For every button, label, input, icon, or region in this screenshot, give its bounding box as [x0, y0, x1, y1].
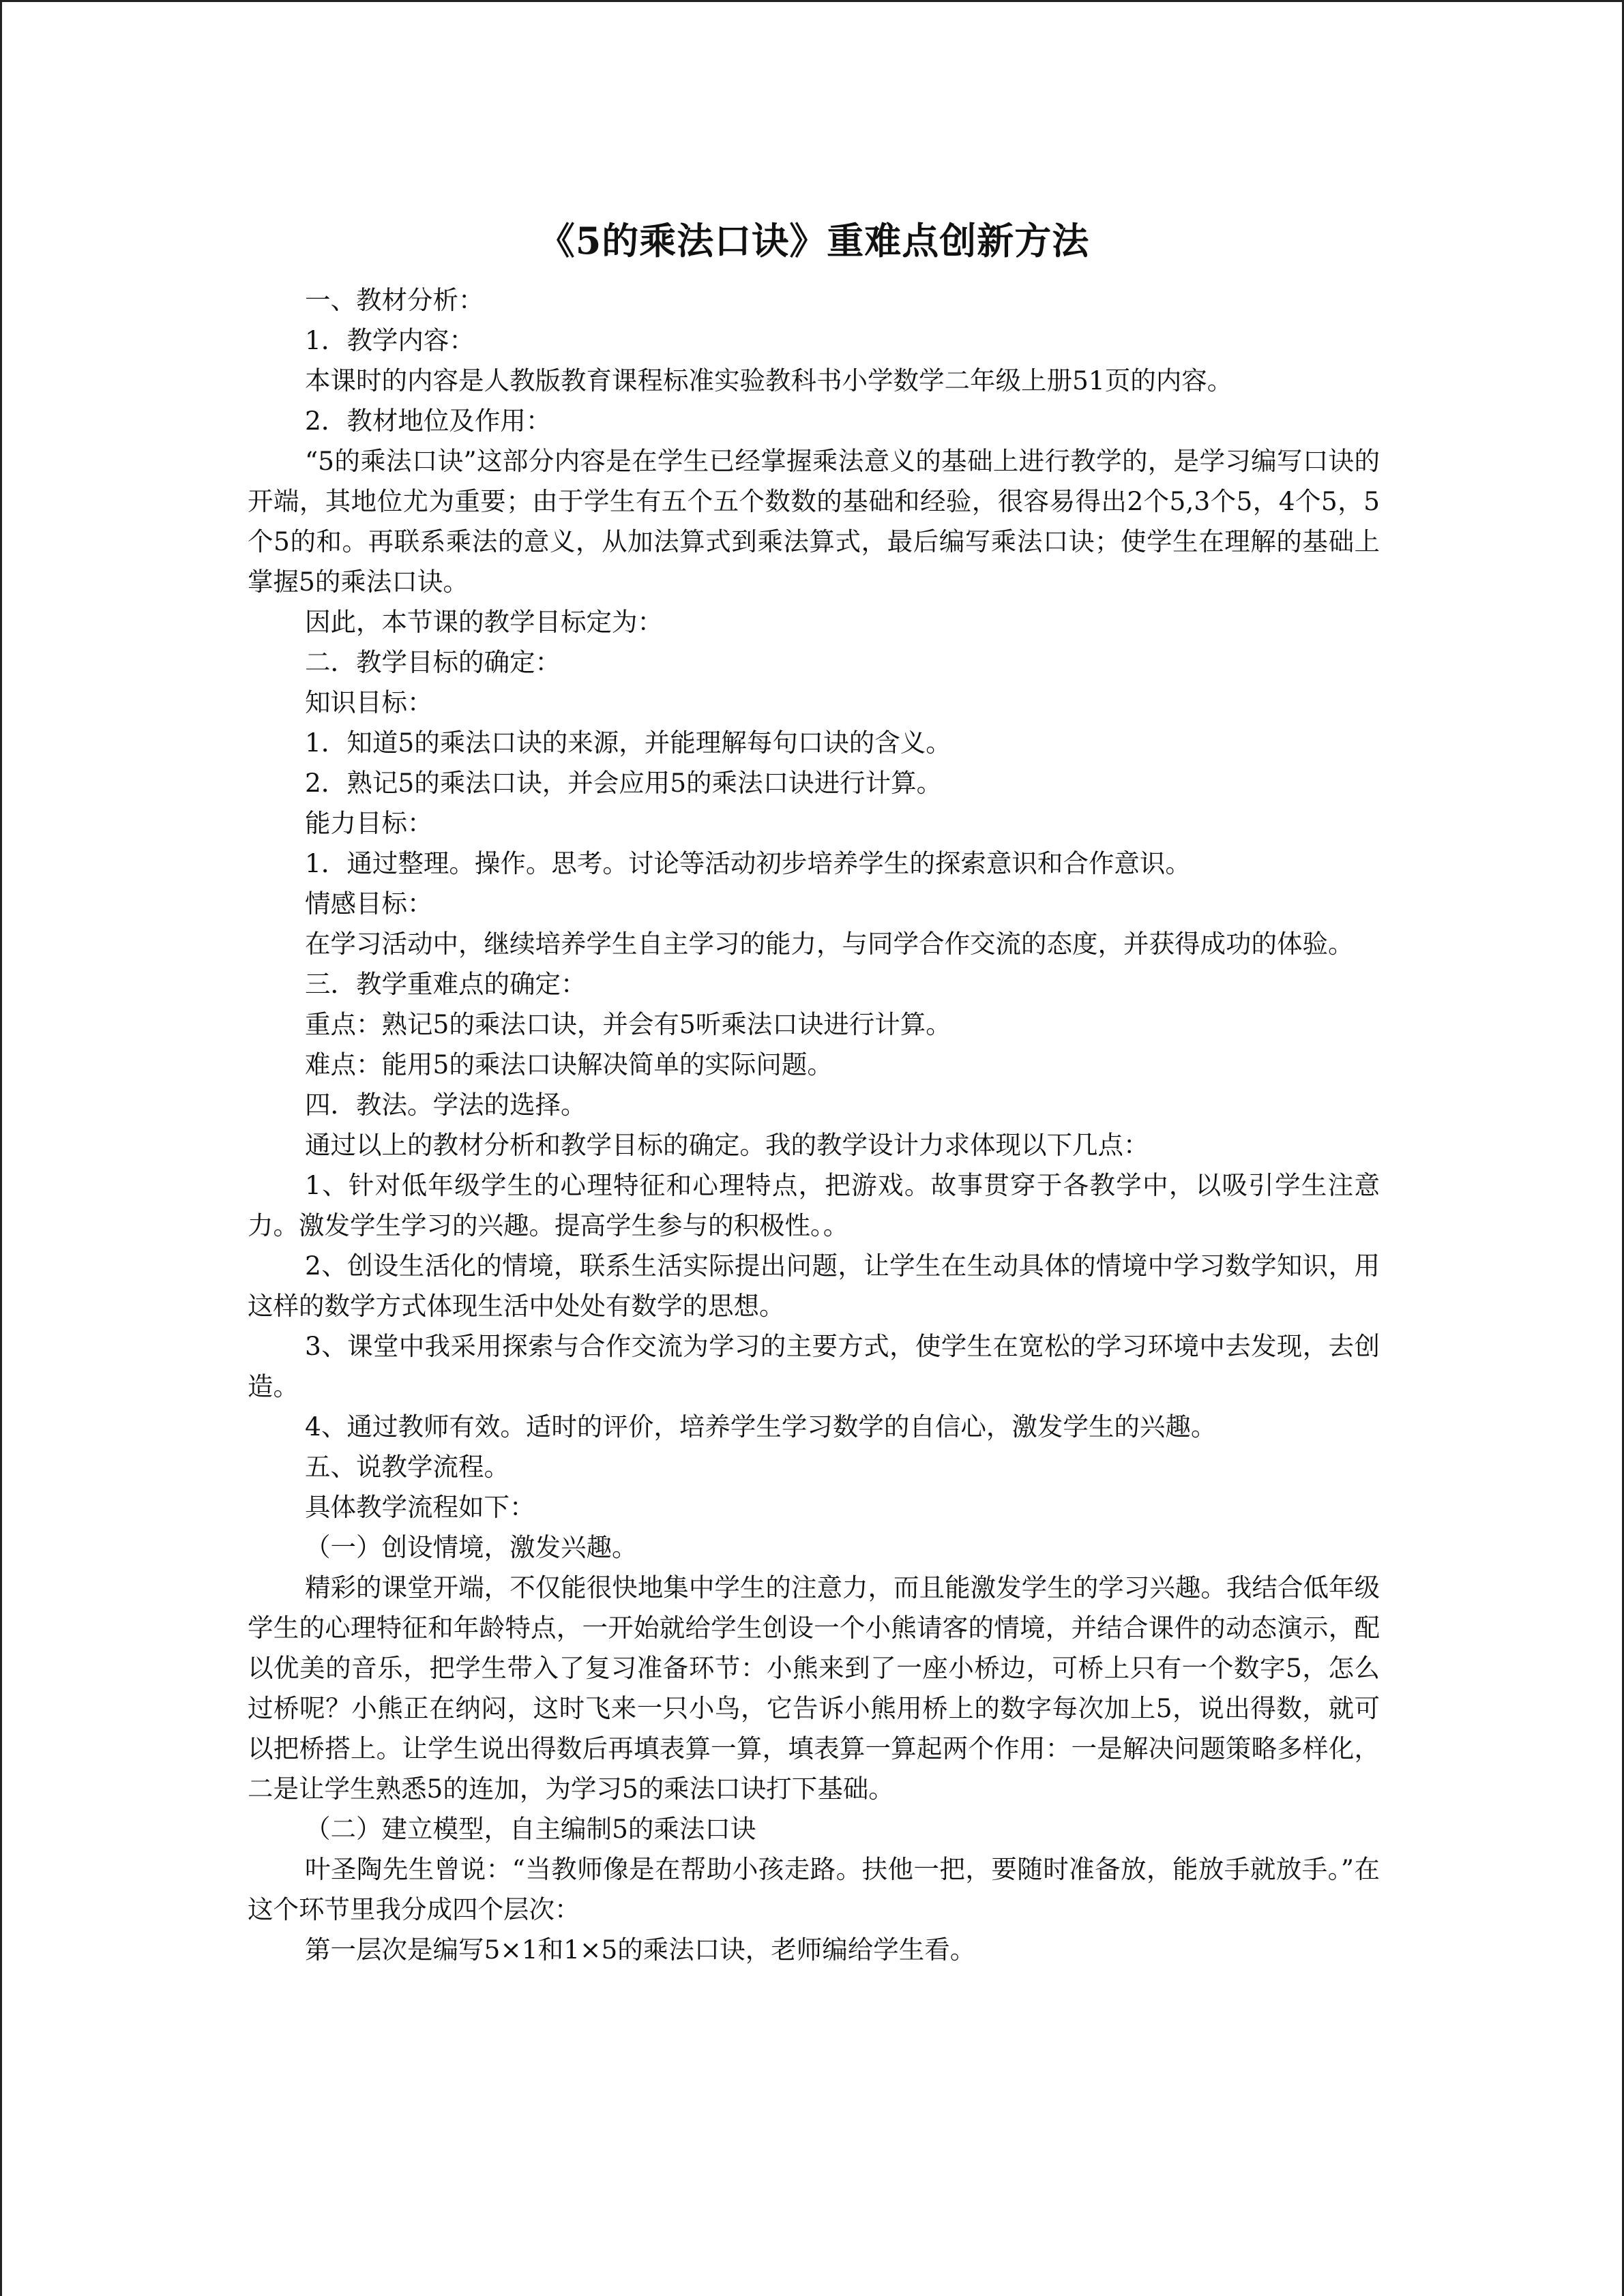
list-item-ability-1: 1．通过整理。操作。思考。讨论等活动初步培养学生的探索意识和合作意识。: [305, 848, 1191, 878]
list-item-knowledge-2: 2．熟记5的乘法口诀，并会应用5的乘法口诀进行计算。: [305, 768, 943, 798]
subheading-ability-goals: 能力目标：: [305, 808, 433, 838]
subheading-teaching-content: 1．教学内容：: [305, 325, 475, 355]
paragraph-methods-intro: 通过以上的教材分析和教学目标的确定。我的教学设计力求体现以下几点：: [305, 1130, 1149, 1160]
paragraph-flow-intro: 具体教学流程如下：: [305, 1492, 535, 1522]
subheading-textbook-role: 2．教材地位及作用：: [305, 406, 552, 436]
subheading-flow-step-1: （一）创设情境，激发兴趣。: [305, 1532, 638, 1562]
section-heading-teaching-flow: 五、说教学流程。: [305, 1452, 510, 1482]
list-item-method-2: 2、创设生活化的情境，联系生活实际提出问题，让学生在生动具体的情境中学习数学知识，用这样的数学方式体现生活中处处有数学的思想。: [248, 1251, 1380, 1321]
list-item-knowledge-1: 1．知道5的乘法口诀的来源，并能理解每句口诀的含义。: [305, 728, 951, 758]
paragraph-key-point: 重点：熟记5的乘法口诀，并会有5听乘法口诀进行计算。: [305, 1009, 951, 1039]
subheading-flow-step-2: （二）建立模型，自主编制5的乘法口诀: [305, 1814, 756, 1844]
paragraph-flow-level-1: 第一层次是编写5×1和1×5的乘法口诀，老师编给学生看。: [305, 1935, 976, 1965]
paragraph-flow-step-1: 精彩的课堂开端，不仅能很快地集中学生的注意力，而且能激发学生的学习兴趣。我结合低年级学生的心理特征和年龄特点，一开始就给学生创设一个小熊请客的情境，并结合课件的动态演示，配以优美的音乐，把学生带入了复习准备环节：小熊来到了一座小桥边，可桥上只有一个数字5，怎么过桥呢？小熊正在纳闷，这时飞来一只小鸟，它告诉小熊用桥上的数字每次加上5，说出得数，就可以把桥搭上。让学生说出得数后再填表算一算，填表算一算起两个作用：一是解决问题策略多样化，二是让学生熟悉5的连加，为学习5的乘法口诀打下基础。: [248, 1572, 1380, 1804]
document-body: [248, 213, 1380, 1970]
list-item-method-4: 4、通过教师有效。适时的评价，培养学生学习数学的自信心，激发学生的兴趣。: [305, 1412, 1217, 1442]
document-title: 《5的乘法口诀》重难点创新方法: [537, 219, 1090, 263]
paragraph-difficult-point: 难点：能用5的乘法口诀解决简单的实际问题。: [305, 1049, 833, 1079]
paragraph-teaching-content: 本课时的内容是人教版教育课程标准实验教科书小学数学二年级上册51页的内容。: [305, 366, 1233, 396]
paragraph-textbook-role: “5的乘法口诀”这部分内容是在学生已经掌握乘法意义的基础上进行教学的，是学习编写口诀的开端，其地位尤为重要；由于学生有五个五个数数的基础和经验，很容易得出2个5,3个5，4个5，5个5的和。再联系乘法的意义，从加法算式到乘法算式，最后编写乘法口诀；使学生在理解的基础上掌握5的乘法口诀。: [248, 446, 1380, 597]
paragraph-flow-step-2: 叶圣陶先生曾说：“当教师像是在帮助小孩走路。扶他一把，要随时准备放，能放手就放手。”在这个环节里我分成四个层次：: [248, 1854, 1380, 1924]
paragraph-goals-intro: 因此，本节课的教学目标定为：: [305, 607, 663, 637]
paragraph-emotion-goals: 在学习活动中，继续培养学生自主学习的能力，与同学合作交流的态度，并获得成功的体验。: [305, 929, 1354, 959]
section-heading-teaching-goals: 二．教学目标的确定：: [305, 647, 561, 677]
section-heading-key-points: 三．教学重难点的确定：: [305, 969, 587, 999]
section-heading-methods: 四．教法。学法的选择。: [305, 1090, 587, 1120]
list-item-method-3: 3、课堂中我采用探索与合作交流为学习的主要方式，使学生在宽松的学习环境中去发现，去创造。: [248, 1331, 1380, 1401]
section-heading-textbook-analysis: 一、教材分析：: [305, 285, 484, 315]
list-item-method-1: 1、针对低年级学生的心理特征和心理特点，把游戏。故事贯穿于各教学中，以吸引学生注意力。激发学生学习的兴趣。提高学生参与的积极性。。: [248, 1170, 1380, 1240]
subheading-emotion-goals: 情感目标：: [305, 889, 433, 919]
subheading-knowledge-goals: 知识目标：: [305, 687, 433, 717]
